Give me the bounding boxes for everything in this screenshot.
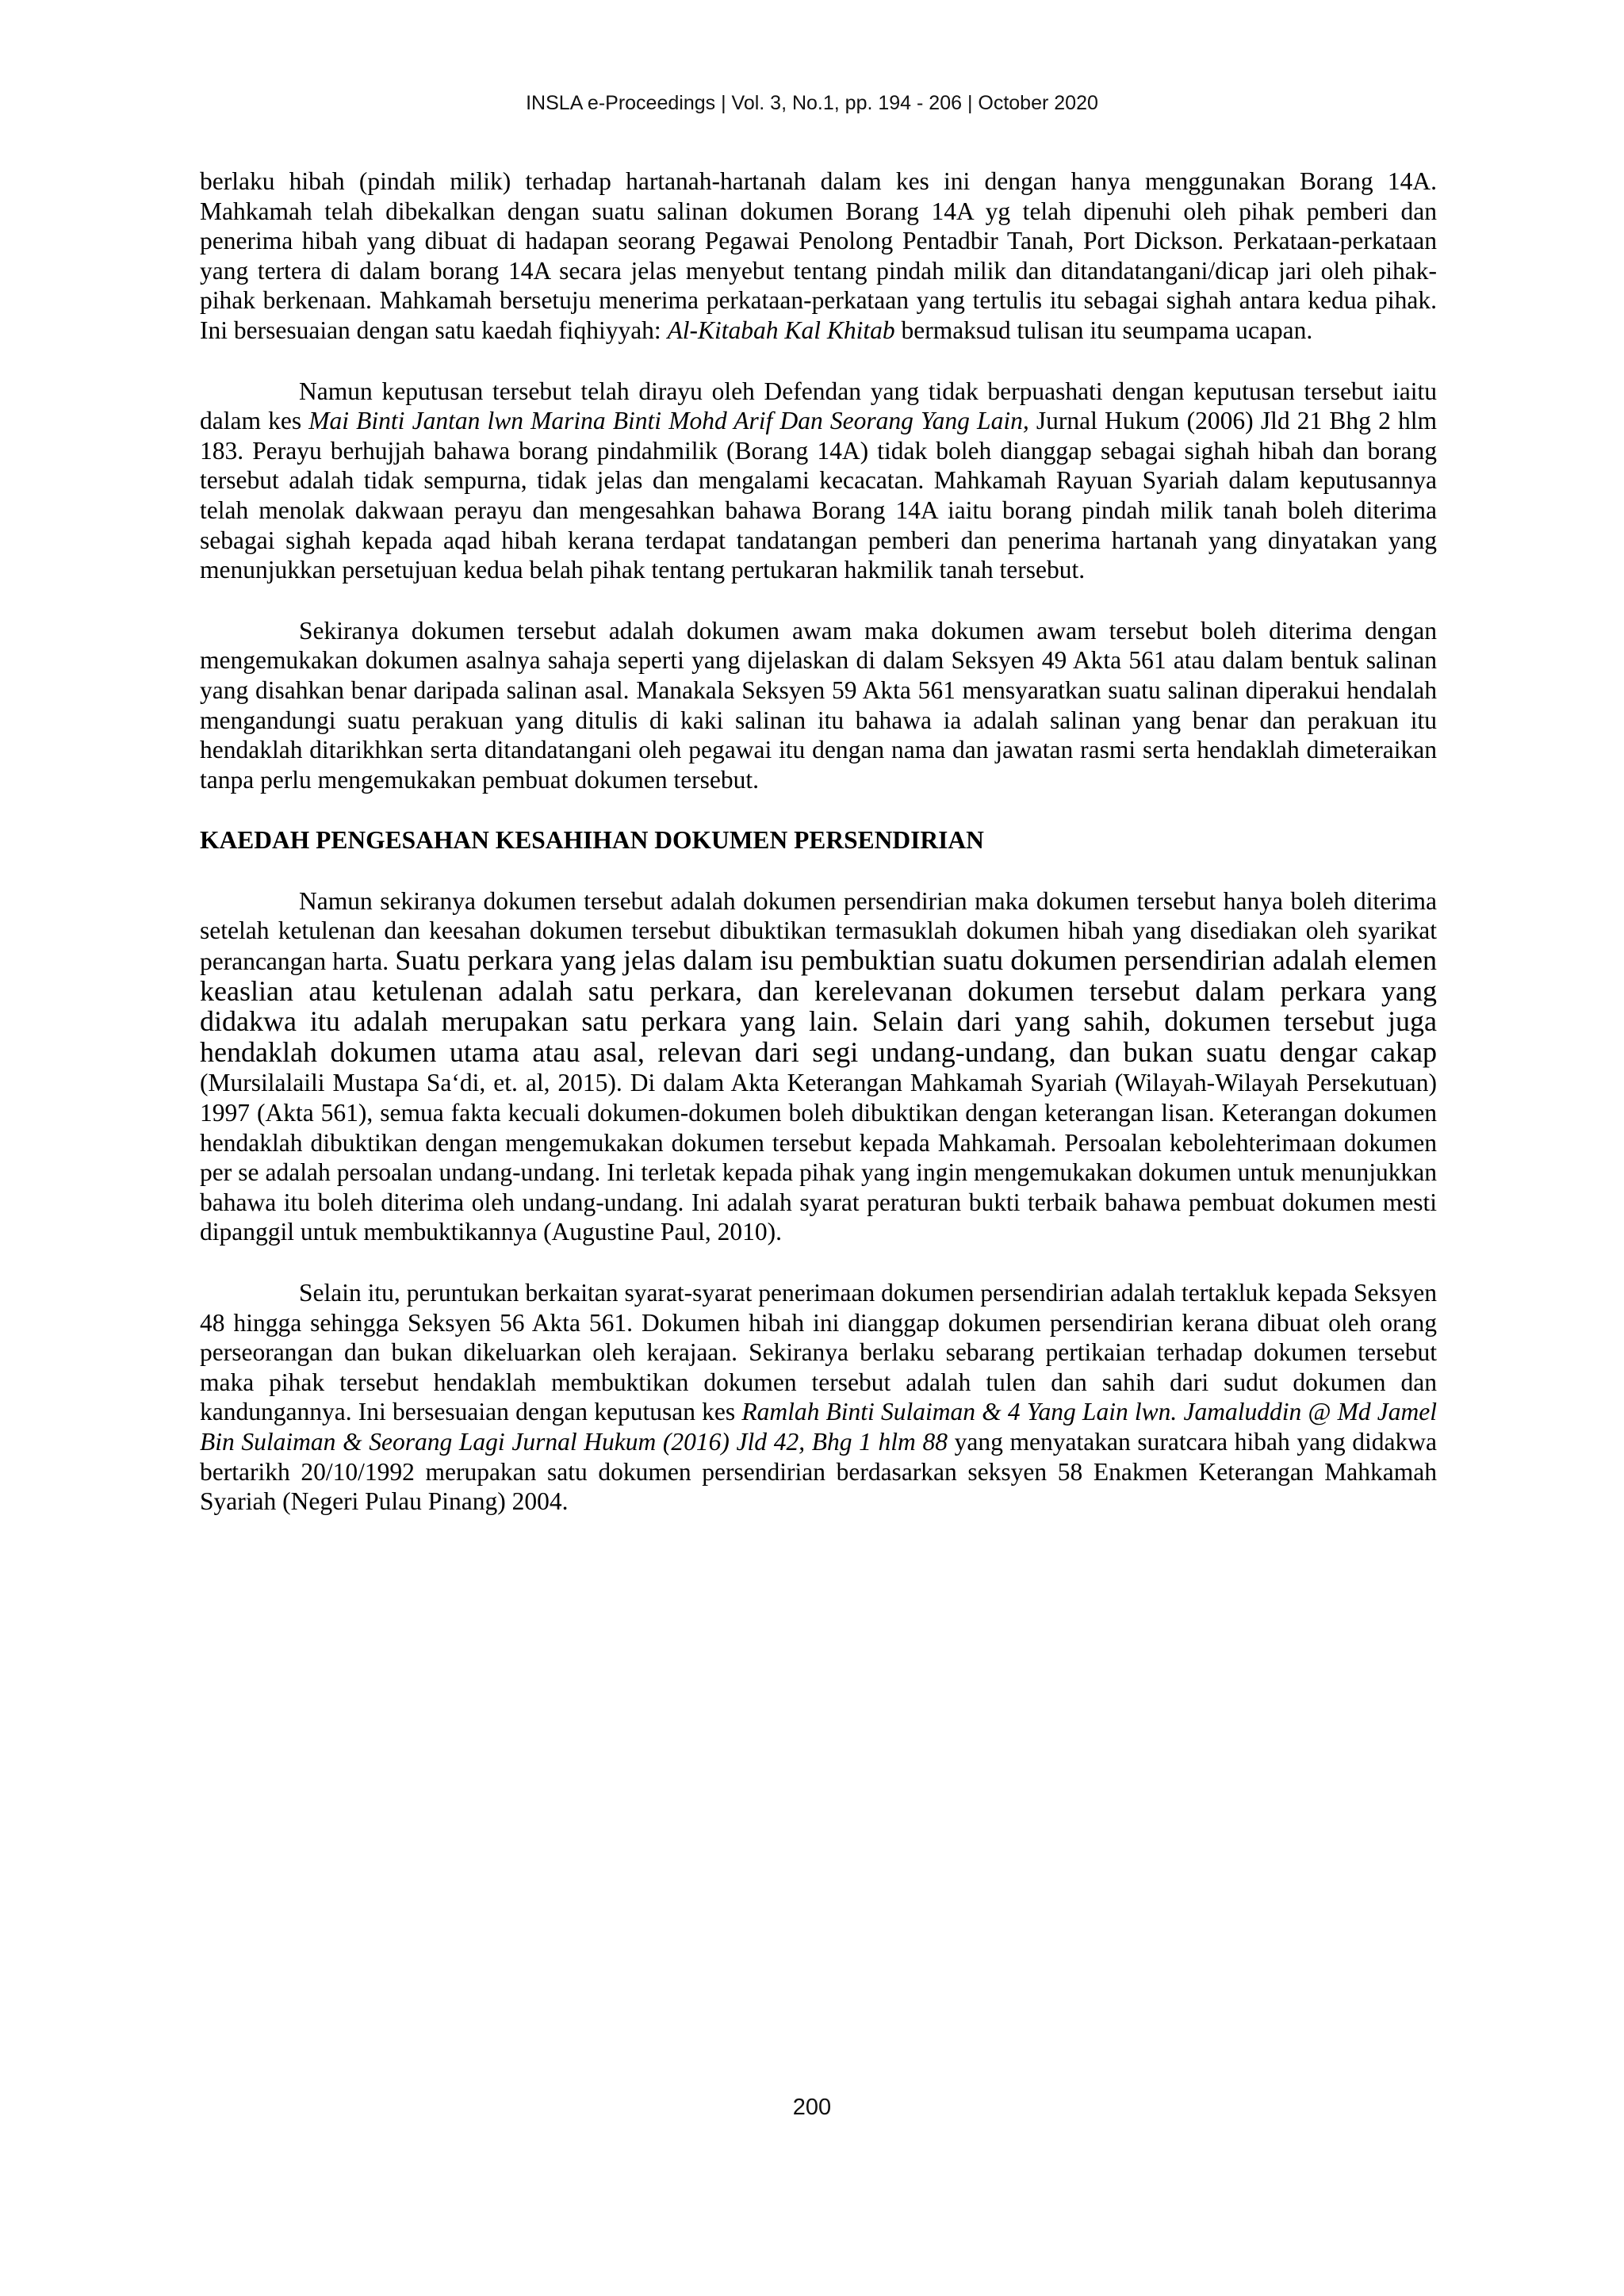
paragraph-4-text-end: (Mursilalaili Mustapa Sa‘di, et. al, 2015). Di dalam Akta Keterangan Mahkamah Syariah (Wilayah-Wilayah Persekutuan) 1997 (Akta 561), semua fakta kecuali dokumen-dokumen boleh dibuktikan dengan keterangan lisan. Keterangan dokumen hendaklah dibuktikan dengan mengemukakan dokumen tersebut kepada Mahkamah. Persoalan kebolehterimaan dokumen per se adalah persoalan undang-undang. Ini terletak kepada pihak yang ingin mengemukakan dokumen untuk menunjukkan bahawa itu boleh diterima oleh undang-undang. Ini adalah syarat peraturan bukti terbaik bahawa pembuat dokumen mesti dipanggil untuk membuktikannya (Augustine Paul, 2010). bbox=[200, 1069, 1437, 1246]
page-number: 200 bbox=[792, 2095, 832, 2120]
running-head: INSLA e-Proceedings | Vol. 3, No.1, pp. 194 - 206 | October 2020 bbox=[526, 92, 1098, 114]
paragraph-4-text: Namun sekiranya dokumen tersebut adalah dokumen persendirian maka dokumen tersebut hanya boleh diterima setelah ketulenan dan keesahan dokumen tersebut dibuktikan termasuklah dokumen hibah yang disediakan oleh syarikat perancangan harta. bbox=[200, 886, 1437, 976]
paragraph-1-text-end: bermaksud tulisan itu seumpama ucapan. bbox=[894, 316, 1313, 344]
paragraph-1-text: berlaku hibah (pindah milik) terhadap hartanah-hartanah dalam kes ini dengan hanya menggunakan Borang 14A. Mahkamah telah dibekalkan dengan suatu salinan dokumen Borang 14A yg telah dipenuhi oleh pihak pemberi dan penerima hibah yang dibuat di hadapan seorang Pegawai Penolong Pentadbir Tanah, Port Dickson. Perkataan-perkataan yang tertera di dalam borang 14A secara jelas menyebut tentang pindah milik dan ditandatangani/dicap jari oleh pihak-pihak berkenaan. Mahkamah bersetuju menerima perkataan-perkataan yang tertulis itu sebagai sighah antara kedua pihak. Ini bersesuaian dengan satu kaedah fiqhiyyah: bbox=[200, 167, 1437, 344]
paragraph-2-case-citation: Mai Binti Jantan lwn Marina Binti Mohd Arif Dan Seorang Yang Lain, bbox=[308, 407, 1029, 435]
paragraph-3 bbox=[200, 616, 1437, 795]
paragraph-4 bbox=[200, 886, 1437, 1247]
paragraph-1 bbox=[200, 166, 1437, 346]
paragraph-1-italic: Al-Kitabah Kal Khitab bbox=[667, 316, 895, 344]
paragraph-5-text: Selain itu, peruntukan berkaitan syarat-syarat penerimaan dokumen persendirian adalah tertakluk kepada Seksyen 48 hingga sehingga Seksyen 56 Akta 561. Dokumen hibah ini dianggap dokumen persendirian kerana dibuat oleh orang perseorangan dan bukan dikeluarkan oleh kerajaan. Sekiranya berlaku sebarang pertikaian terhadap dokumen tersebut maka pihak tersebut hendaklah membuktikan dokumen tersebut adalah tulen dan sahih dari sudut dokumen dan kandungannya. Ini bersesuaian dengan keputusan kes bbox=[200, 1279, 1437, 1426]
paragraph-2-text: Namun keputusan tersebut telah dirayu oleh Defendan yang tidak berpuashati dengan keputusan tersebut iaitu dalam kes bbox=[200, 377, 1437, 435]
paragraph-4-large-text: Suatu perkara yang jelas dalam isu pembuktian suatu dokumen persendirian adalah elemen keaslian atau ketulenan adalah satu perkara, dan kerelevanan dokumen tersebut dalam perkara yang didakwa itu adalah merupakan satu perkara yang lain. Selain dari yang sahih, dokumen tersebut juga hendaklah dokumen utama atau asal, relevan dari segi undang-undang, dan bukan suatu dengar cakap bbox=[200, 944, 1437, 1068]
paragraph-5-text-end: yang menyatakan suratcara hibah yang didakwa bertarikh 20/10/1992 merupakan satu dokumen persendirian berdasarkan seksyen 58 Enakmen Keterangan Mahkamah Syariah (Negeri Pulau Pinang) 2004. bbox=[200, 1427, 1437, 1516]
paragraph-2-text-end: Jurnal Hukum (2006) Jld 21 Bhg 2 hlm 183. Perayu berhujjah bahawa borang pindahmilik (Borang 14A) tidak boleh dianggap sebagai sighah hibah dan borang tersebut adalah tidak sempurna, tidak jelas dan mengalami kecacatan. Mahkamah Rayuan Syariah dalam keputusannya telah menolak dakwaan perayu dan mengesahkan bahawa Borang 14A iaitu borang pindah milik tanah boleh diterima sebagai sighah kepada aqad hibah kerana terdapat tandatangan pemberi dan penerima hartanah yang dinyatakan yang menunjukkan persetujuan kedua belah pihak tentang pertukaran hakmilik tanah tersebut. bbox=[200, 407, 1437, 584]
paragraph-2 bbox=[200, 377, 1437, 585]
paragraph-3-text: Sekiranya dokumen tersebut adalah dokumen awam maka dokumen awam tersebut boleh diterima dengan mengemukakan dokumen asalnya sahaja seperti yang dijelaskan di dalam Seksyen 49 Akta 561 atau dalam bentuk salinan yang disahkan benar daripada salinan asal. Manakala Seksyen 59 Akta 561 mensyaratkan suatu salinan diperakui hendalah mengandungi suatu perakuan yang ditulis di kaki salinan itu bahawa ia adalah salinan yang benar dan perakuan itu hendaklah ditarikhkan serta ditandatangani oleh pegawai itu dengan nama dan jawatan rasmi serta hendaklah dimeteraikan tanpa perlu mengemukakan pembuat dokumen tersebut. bbox=[200, 616, 1437, 794]
paragraph-5 bbox=[200, 1278, 1437, 1517]
paragraph-5-case-citation: Ramlah Binti Sulaiman & 4 Yang Lain lwn. Jamaluddin @ Md Jamel Bin Sulaiman & Seorang Lagi Jurnal Hukum (2016) Jld 42, Bhg 1 hlm 88 bbox=[200, 1398, 1437, 1456]
body-text bbox=[200, 166, 1437, 1548]
section-heading: KAEDAH PENGESAHAN KESAHIHAN DOKUMEN PERSENDIRIAN bbox=[200, 826, 984, 855]
